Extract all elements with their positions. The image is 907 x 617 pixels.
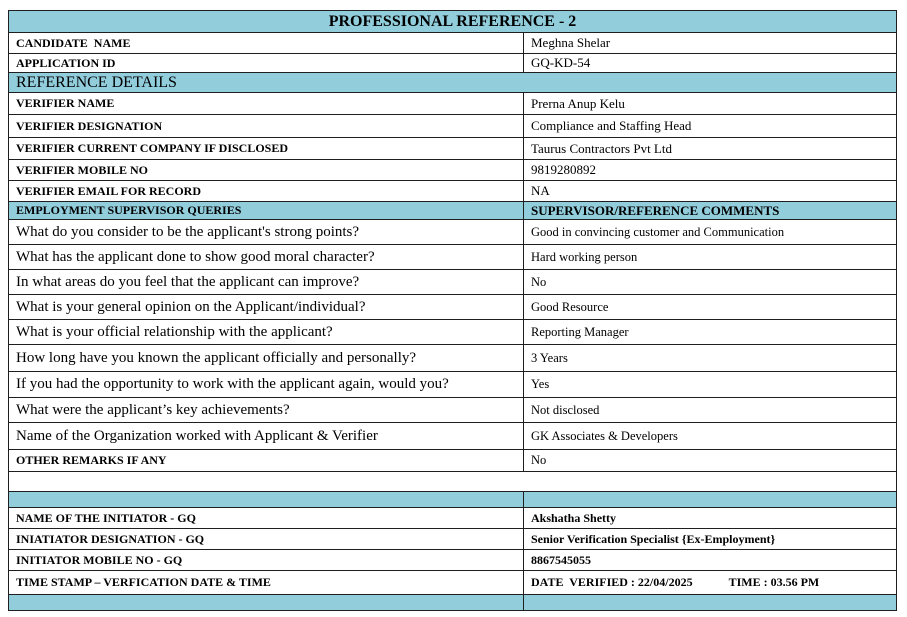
query-question: What is your official relationship with the applicant? bbox=[9, 320, 524, 345]
candidate-name-value: Meghna Shelar bbox=[524, 33, 897, 54]
professional-reference-form bbox=[8, 10, 897, 611]
verifier-row bbox=[9, 115, 897, 138]
verifier-company-label: VERIFIER CURRENT COMPANY IF DISCLOSED bbox=[9, 138, 524, 160]
timestamp-row bbox=[9, 571, 897, 595]
query-answer: Good in convincing customer and Communication bbox=[524, 220, 897, 245]
initiator-row bbox=[9, 550, 897, 571]
reference-details-row bbox=[9, 73, 897, 93]
query-answer: Not disclosed bbox=[524, 398, 897, 423]
other-remarks-value: No bbox=[524, 450, 897, 472]
initiator-designation-value: Senior Verification Specialist {Ex-Employment} bbox=[524, 529, 897, 550]
verifier-row bbox=[9, 138, 897, 160]
query-row bbox=[9, 270, 897, 295]
footer-cell-left bbox=[9, 595, 524, 611]
initiator-row bbox=[9, 508, 897, 529]
query-answer: Good Resource bbox=[524, 295, 897, 320]
candidate-name-row bbox=[9, 33, 897, 54]
verifier-name-value: Prerna Anup Kelu bbox=[524, 93, 897, 115]
blank-spacer-cell bbox=[9, 472, 897, 492]
query-row bbox=[9, 398, 897, 423]
query-row bbox=[9, 372, 897, 398]
footer-cell-right bbox=[524, 595, 897, 611]
verifier-mobile-value: 9819280892 bbox=[524, 160, 897, 181]
timestamp-label: TIME STAMP – VERFICATION DATE & TIME bbox=[9, 571, 524, 595]
query-row bbox=[9, 423, 897, 450]
query-row bbox=[9, 320, 897, 345]
query-question: What were the applicant’s key achievements? bbox=[9, 398, 524, 423]
query-question: What has the applicant done to show good moral character? bbox=[9, 245, 524, 270]
query-question: What is your general opinion on the Applicant/individual? bbox=[9, 295, 524, 320]
initiator-row bbox=[9, 529, 897, 550]
form-title: PROFESSIONAL REFERENCE - 2 bbox=[9, 11, 897, 33]
query-answer: Hard working person bbox=[524, 245, 897, 270]
candidate-name-label: CANDIDATE NAME bbox=[9, 33, 524, 54]
verifier-designation-label: VERIFIER DESIGNATION bbox=[9, 115, 524, 138]
query-row bbox=[9, 220, 897, 245]
initiator-mobile-value: 8867545055 bbox=[524, 550, 897, 571]
query-row bbox=[9, 345, 897, 372]
queries-header-right: SUPERVISOR/REFERENCE COMMENTS bbox=[524, 202, 897, 220]
application-id-value: GQ-KD-54 bbox=[524, 54, 897, 73]
verifier-mobile-label: VERIFIER MOBILE NO bbox=[9, 160, 524, 181]
initiator-designation-label: INIATIATOR DESIGNATION - GQ bbox=[9, 529, 524, 550]
application-id-row bbox=[9, 54, 897, 73]
query-answer: Reporting Manager bbox=[524, 320, 897, 345]
verifier-name-label: VERIFIER NAME bbox=[9, 93, 524, 115]
initiator-name-label: NAME OF THE INITIATOR - GQ bbox=[9, 508, 524, 529]
initiator-divider-row bbox=[9, 492, 897, 508]
query-answer: Yes bbox=[524, 372, 897, 398]
verifier-row bbox=[9, 93, 897, 115]
other-remarks-label: OTHER REMARKS IF ANY bbox=[9, 450, 524, 472]
verifier-row bbox=[9, 160, 897, 181]
reference-details-heading: REFERENCE DETAILS bbox=[9, 73, 897, 93]
query-row bbox=[9, 245, 897, 270]
queries-header-row bbox=[9, 202, 897, 220]
verifier-email-value: NA bbox=[524, 181, 897, 202]
divider-cell-right bbox=[524, 492, 897, 508]
title-row bbox=[9, 11, 897, 33]
time-verified: TIME : 03.56 PM bbox=[728, 575, 820, 589]
query-question: If you had the opportunity to work with the applicant again, would you? bbox=[9, 372, 524, 398]
blank-row bbox=[9, 472, 897, 492]
date-verified: DATE VERIFIED : 22/04/2025 bbox=[531, 575, 693, 589]
divider-cell-left bbox=[9, 492, 524, 508]
query-answer: GK Associates & Developers bbox=[524, 423, 897, 450]
verifier-designation-value: Compliance and Staffing Head bbox=[524, 115, 897, 138]
footer-row bbox=[9, 595, 897, 611]
query-question: What do you consider to be the applicant's strong points? bbox=[9, 220, 524, 245]
queries-header-left: EMPLOYMENT SUPERVISOR QUERIES bbox=[9, 202, 524, 220]
timestamp-value bbox=[524, 571, 897, 595]
remarks-row bbox=[9, 450, 897, 472]
query-answer: No bbox=[524, 270, 897, 295]
verifier-row bbox=[9, 181, 897, 202]
verifier-email-label: VERIFIER EMAIL FOR RECORD bbox=[9, 181, 524, 202]
initiator-mobile-label: INITIATOR MOBILE NO - GQ bbox=[9, 550, 524, 571]
query-answer: 3 Years bbox=[524, 345, 897, 372]
application-id-label: APPLICATION ID bbox=[9, 54, 524, 73]
query-row bbox=[9, 295, 897, 320]
verifier-company-value: Taurus Contractors Pvt Ltd bbox=[524, 138, 897, 160]
query-question: Name of the Organization worked with Applicant & Verifier bbox=[9, 423, 524, 450]
query-question: How long have you known the applicant officially and personally? bbox=[9, 345, 524, 372]
query-question: In what areas do you feel that the applicant can improve? bbox=[9, 270, 524, 295]
initiator-name-value: Akshatha Shetty bbox=[524, 508, 897, 529]
